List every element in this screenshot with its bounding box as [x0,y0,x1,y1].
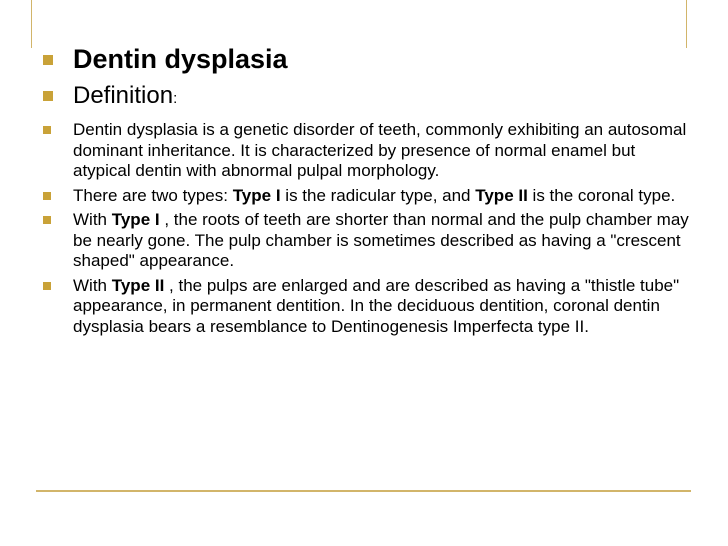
bullet-text: There are two types: [73,185,233,205]
square-bullet-icon [43,126,51,134]
bullet-text: is the radicular type, and [280,185,476,205]
bullet-item [40,276,690,338]
bullet-item [40,210,690,272]
bullet-item [40,120,690,182]
slide-title-row [40,41,690,78]
footer-divider [36,490,691,492]
bullet-bold-term: Type I [232,185,281,205]
definition-row [40,79,690,116]
slide-content [40,40,690,337]
bullet-text: Dentin dysplasia is a genetic disorder of teeth, commonly exhibiting an autosomal dominant inheritance. It is characterized by presence of normal enamel but atypical dentin with abnormal pulpal morphology. [73,120,687,180]
bullet-text: With [73,275,112,295]
square-bullet-icon [43,192,51,200]
bullet-text: , the roots of teeth are shorter than normal and the pulp chamber may be nearly gone. The pulp chamber is sometimes described as having a "crescent shaped" appearance. [73,210,689,270]
bullet-bold-term: Type II [475,185,528,205]
bullet-text: is the coronal type. [527,185,676,205]
bullet-text: With [73,210,112,229]
square-bullet-icon [43,91,53,101]
definition-colon: : [173,90,178,107]
bullet-item [40,186,690,207]
frame-line-left [31,0,32,48]
bullet-bold-term: Type I [111,210,160,229]
square-bullet-icon [43,216,51,224]
bullet-text: , the pulps are enlarged and are described as having a "thistle tube" appearance, in permanent dentition. In the deciduous dentition, coronal dentin dysplasia bears a resemblance to Dentinogenesis Imperfecta type II. [73,275,680,336]
square-bullet-icon [43,282,51,290]
slide-title: Dentin dysplasia [73,44,288,74]
bullet-bold-term: Type II [111,275,165,295]
square-bullet-icon [43,55,53,65]
definition-label: Definition [73,82,174,109]
